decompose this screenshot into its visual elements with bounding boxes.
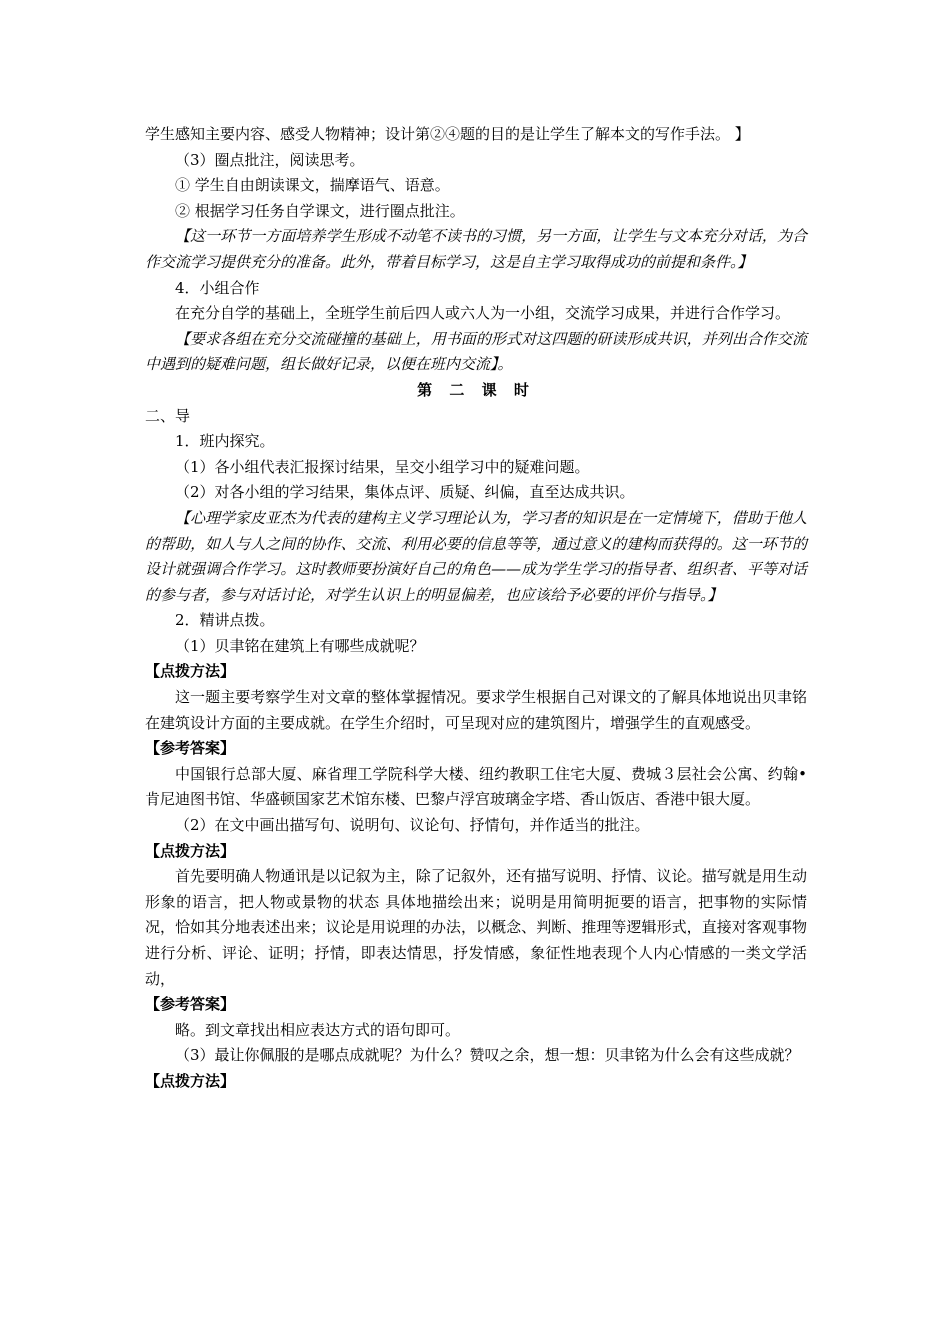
lesson-heading: 第 二 课 时 (417, 380, 535, 399)
paragraph: ① 学生自由朗读课文，揣摩语气、语意。 (175, 176, 450, 195)
paragraph: 首先要明确人物通讯是以记叙为主，除了记叙外，还有描写说明、抒情、议论。描写就是用生动形象的语言，把人物或景物的状态 具体地描绘出来；说明是用简明扼要的语言，把事物的实际情况，恰如其分地表述出来；议论是用说理的办法，以概念、判断、推理等逻辑形式，直接对客观事物进行分析、评论、证明；抒情，即表达情思，抒发情感，象征性地表现个人内心情感的一类文学活动， (145, 867, 807, 988)
paragraph: ② 根据学习任务自学课文，进行圈点批注。 (175, 201, 465, 220)
paragraph: （2）对各小组的学习结果，集体点评、质疑、纠偏，直至达成共识。 (175, 483, 635, 502)
section-item: 2．精讲点拨。 (175, 611, 275, 630)
section-item: 1．班内探究。 (175, 432, 275, 451)
paragraph: （3）圈点批注，阅读思考。 (175, 150, 365, 169)
paragraph: （1）各小组代表汇报探讨结果，呈交小组学习中的疑难问题。 (175, 457, 590, 476)
section-title: 二、导 (145, 406, 191, 425)
answer-label: 【参考答案】 (145, 995, 236, 1014)
question: （1）贝聿铭在建筑上有哪些成就呢？ (175, 636, 425, 655)
method-label: 【点拨方法】 (145, 1071, 236, 1090)
paragraph: 学生感知主要内容、感受人物精神；设计第②④题的目的是让学生了解本文的写作手法。 】 (145, 125, 750, 143)
paragraph: 中国银行总部大厦、麻省理工学院科学大楼、纽约教职工住宅大厦、费城３层社会公寓、约翰•肯尼迪图书馆、华盛顿国家艺术馆东楼、巴黎卢浮宫玻璃金字塔、香山饭店、香港中银大厦。 (145, 764, 807, 809)
paragraph: 略。到文章找出相应表达方式的语句即可。 (175, 1020, 461, 1039)
question: （3）最让你佩服的是哪点成就呢？为什么？赞叹之余，想一想：贝聿铭为什么会有这些成就？ (175, 1046, 800, 1065)
method-label: 【点拨方法】 (145, 662, 236, 681)
method-label: 【点拨方法】 (145, 841, 236, 860)
design-note: 【心理学家皮亚杰为代表的建构主义学习理论认为，学习者的知识是在一定情境下，借助于他人的帮助，如人与人之间的协作、交流、利用必要的信息等等，通过意义的建构而获得的。这一环节的设计就强调合作学习。这时教师要扮演好自己的角色——成为学生学习的指导者、组织者、平等对话的参与者，参与对话讨论，对学生认识上的明显偏差，也应该给予必要的评价与指导。】 (145, 508, 807, 604)
answer-label: 【参考答案】 (145, 739, 236, 758)
design-note: 【要求各组在充分交流碰撞的基础上，用书面的形式对这四题的研读形成共识，并列出合作交流中遇到的疑难问题，组长做好记录，以便在班内交流】。 (145, 329, 807, 374)
question: （2）在文中画出描写句、说明句、议论句、抒情句，并作适当的批注。 (175, 816, 650, 835)
paragraph: 这一题主要考察学生对文章的整体掌握情况。要求学生根据自己对课文的了解具体地说出贝聿铭在建筑设计方面的主要成就。在学生介绍时，可呈现对应的建筑图片，增强学生的直观感受。 (145, 688, 807, 732)
paragraph: 在充分自学的基础上，全班学生前后四人或六人为一小组，交流学习成果，并进行合作学习。 (175, 304, 791, 323)
section-item: 4．小组合作 (175, 278, 260, 297)
design-note: 【这一环节一方面培养学生形成不动笔不读书的习惯，另一方面，让学生与文本充分对话，为合作交流学习提供充分的准备。此外，带着目标学习，这是自主学习取得成功的前提和条件。】 (145, 227, 807, 271)
document-page (145, 122, 807, 1095)
